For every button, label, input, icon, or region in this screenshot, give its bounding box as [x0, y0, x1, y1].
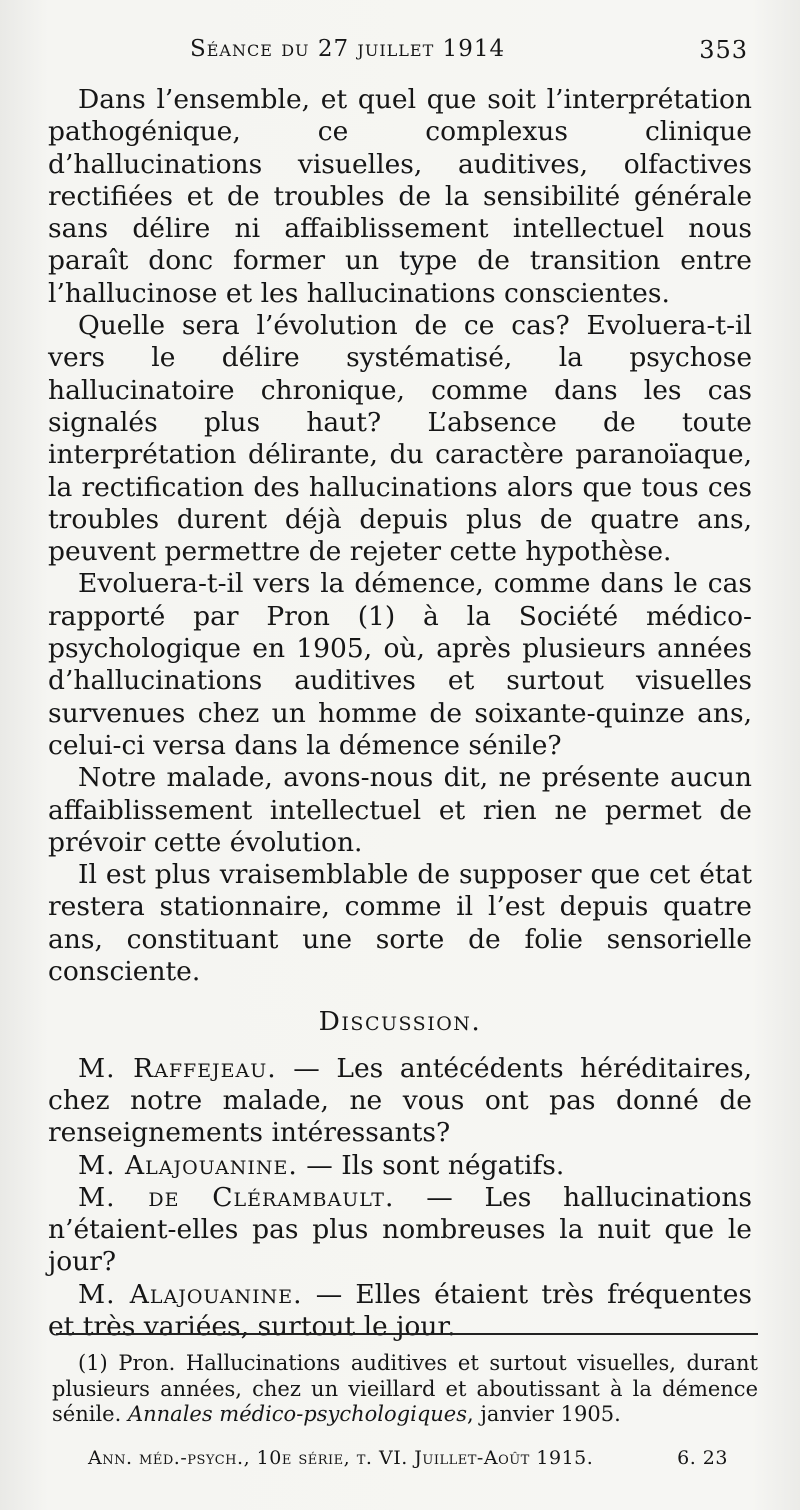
discussion-exchange-1	[48, 1053, 752, 1150]
speech-text: — Elles étaient très fréquentes et très variées, surtout le jour.	[48, 1278, 752, 1342]
speaker-name: M. Alajouanine.	[78, 1149, 298, 1181]
paragraph-5: Il est plus vraisemblable de supposer que cet état restera stationnaire, comme il l’est depuis quatre ans, constituant une sorte de folie sensorielle consciente.	[48, 859, 752, 988]
footnote-marker: (1)	[78, 1351, 119, 1375]
speech-text: — Ils sont négatifs.	[297, 1149, 565, 1181]
paragraph-3: Evoluera-t-il vers la démence, comme dans le cas rapporté par Pron (1) à la Société médico-psychologique en 1905, où, après plusieurs années d’hallucinations auditives et surtout visuelles survenues chez un homme de soixante-quinze ans, celui-ci versa dans la démence sénile?	[48, 568, 752, 761]
paragraph-1: Dans l’ensemble, et quel que soit l’interprétation pathogénique, ce complexus clinique d’hallucinations visuelles, auditives, olfactives rectifiées et de troubles de la sensibilité générale sans délire ni affaiblissement intellectuel nous paraît donc former un type de transition entre l’hallucinose et les hallucinations conscientes.	[48, 84, 752, 309]
page-number: 353	[699, 36, 748, 64]
speech-text: — Les antécédents héréditaires, chez notre malade, ne vous ont pas donné de renseignements intéressants?	[48, 1052, 752, 1149]
footnote-separator	[56, 1333, 758, 1335]
footnote	[52, 1351, 758, 1428]
speaker-name: M. Raffejeau.	[78, 1052, 277, 1084]
discussion-exchange-2	[48, 1150, 752, 1182]
discussion-heading: Discussion.	[318, 1006, 482, 1038]
speaker-name: M. de Clérambault.	[78, 1181, 395, 1213]
page-footer	[88, 1447, 728, 1469]
speech-text: — Les hallucinations n’étaient-elles pas plus nombreuses la nuit que le jour?	[48, 1181, 752, 1278]
printer-signature: 6. 23	[677, 1447, 728, 1469]
footer-reference: Ann. méd.-psych., 10e série, t. VI. Juillet-Août 1915.	[88, 1447, 594, 1469]
paragraph-2: Quelle sera l’évolution de ce cas? Evoluera-t-il vers le délire systématisé, la psychose hallucinatoire chronique, comme dans les cas signalés plus haut? L’absence de toute interprétation délirante, du caractère paranoïaque, la rectification des hallucinations alors que tous ces troubles durent déjà depuis plus de quatre ans, peuvent permettre de rejeter cette hypothèse.	[48, 310, 752, 568]
footnote-journal: Annales médico-psychologiques	[127, 1402, 467, 1426]
article-body	[48, 84, 752, 1343]
discussion-exchange-3	[48, 1182, 752, 1279]
footnote-text: Pron. Hallucinations auditives et surtout visuelles, durant plusieurs années, chez un vieillard et aboutissant à la démence sénile.	[52, 1351, 758, 1426]
speaker-name: M. Alajouanine.	[78, 1278, 303, 1310]
footnote-date: , janvier 1905.	[467, 1402, 621, 1426]
running-title: Séance du 27 juillet 1914	[190, 36, 506, 62]
paragraph-4: Notre malade, avons-nous dit, ne présente aucun affaiblissement intellectuel et rien ne permet de prévoir cette évolution.	[48, 762, 752, 858]
running-header	[190, 36, 748, 62]
